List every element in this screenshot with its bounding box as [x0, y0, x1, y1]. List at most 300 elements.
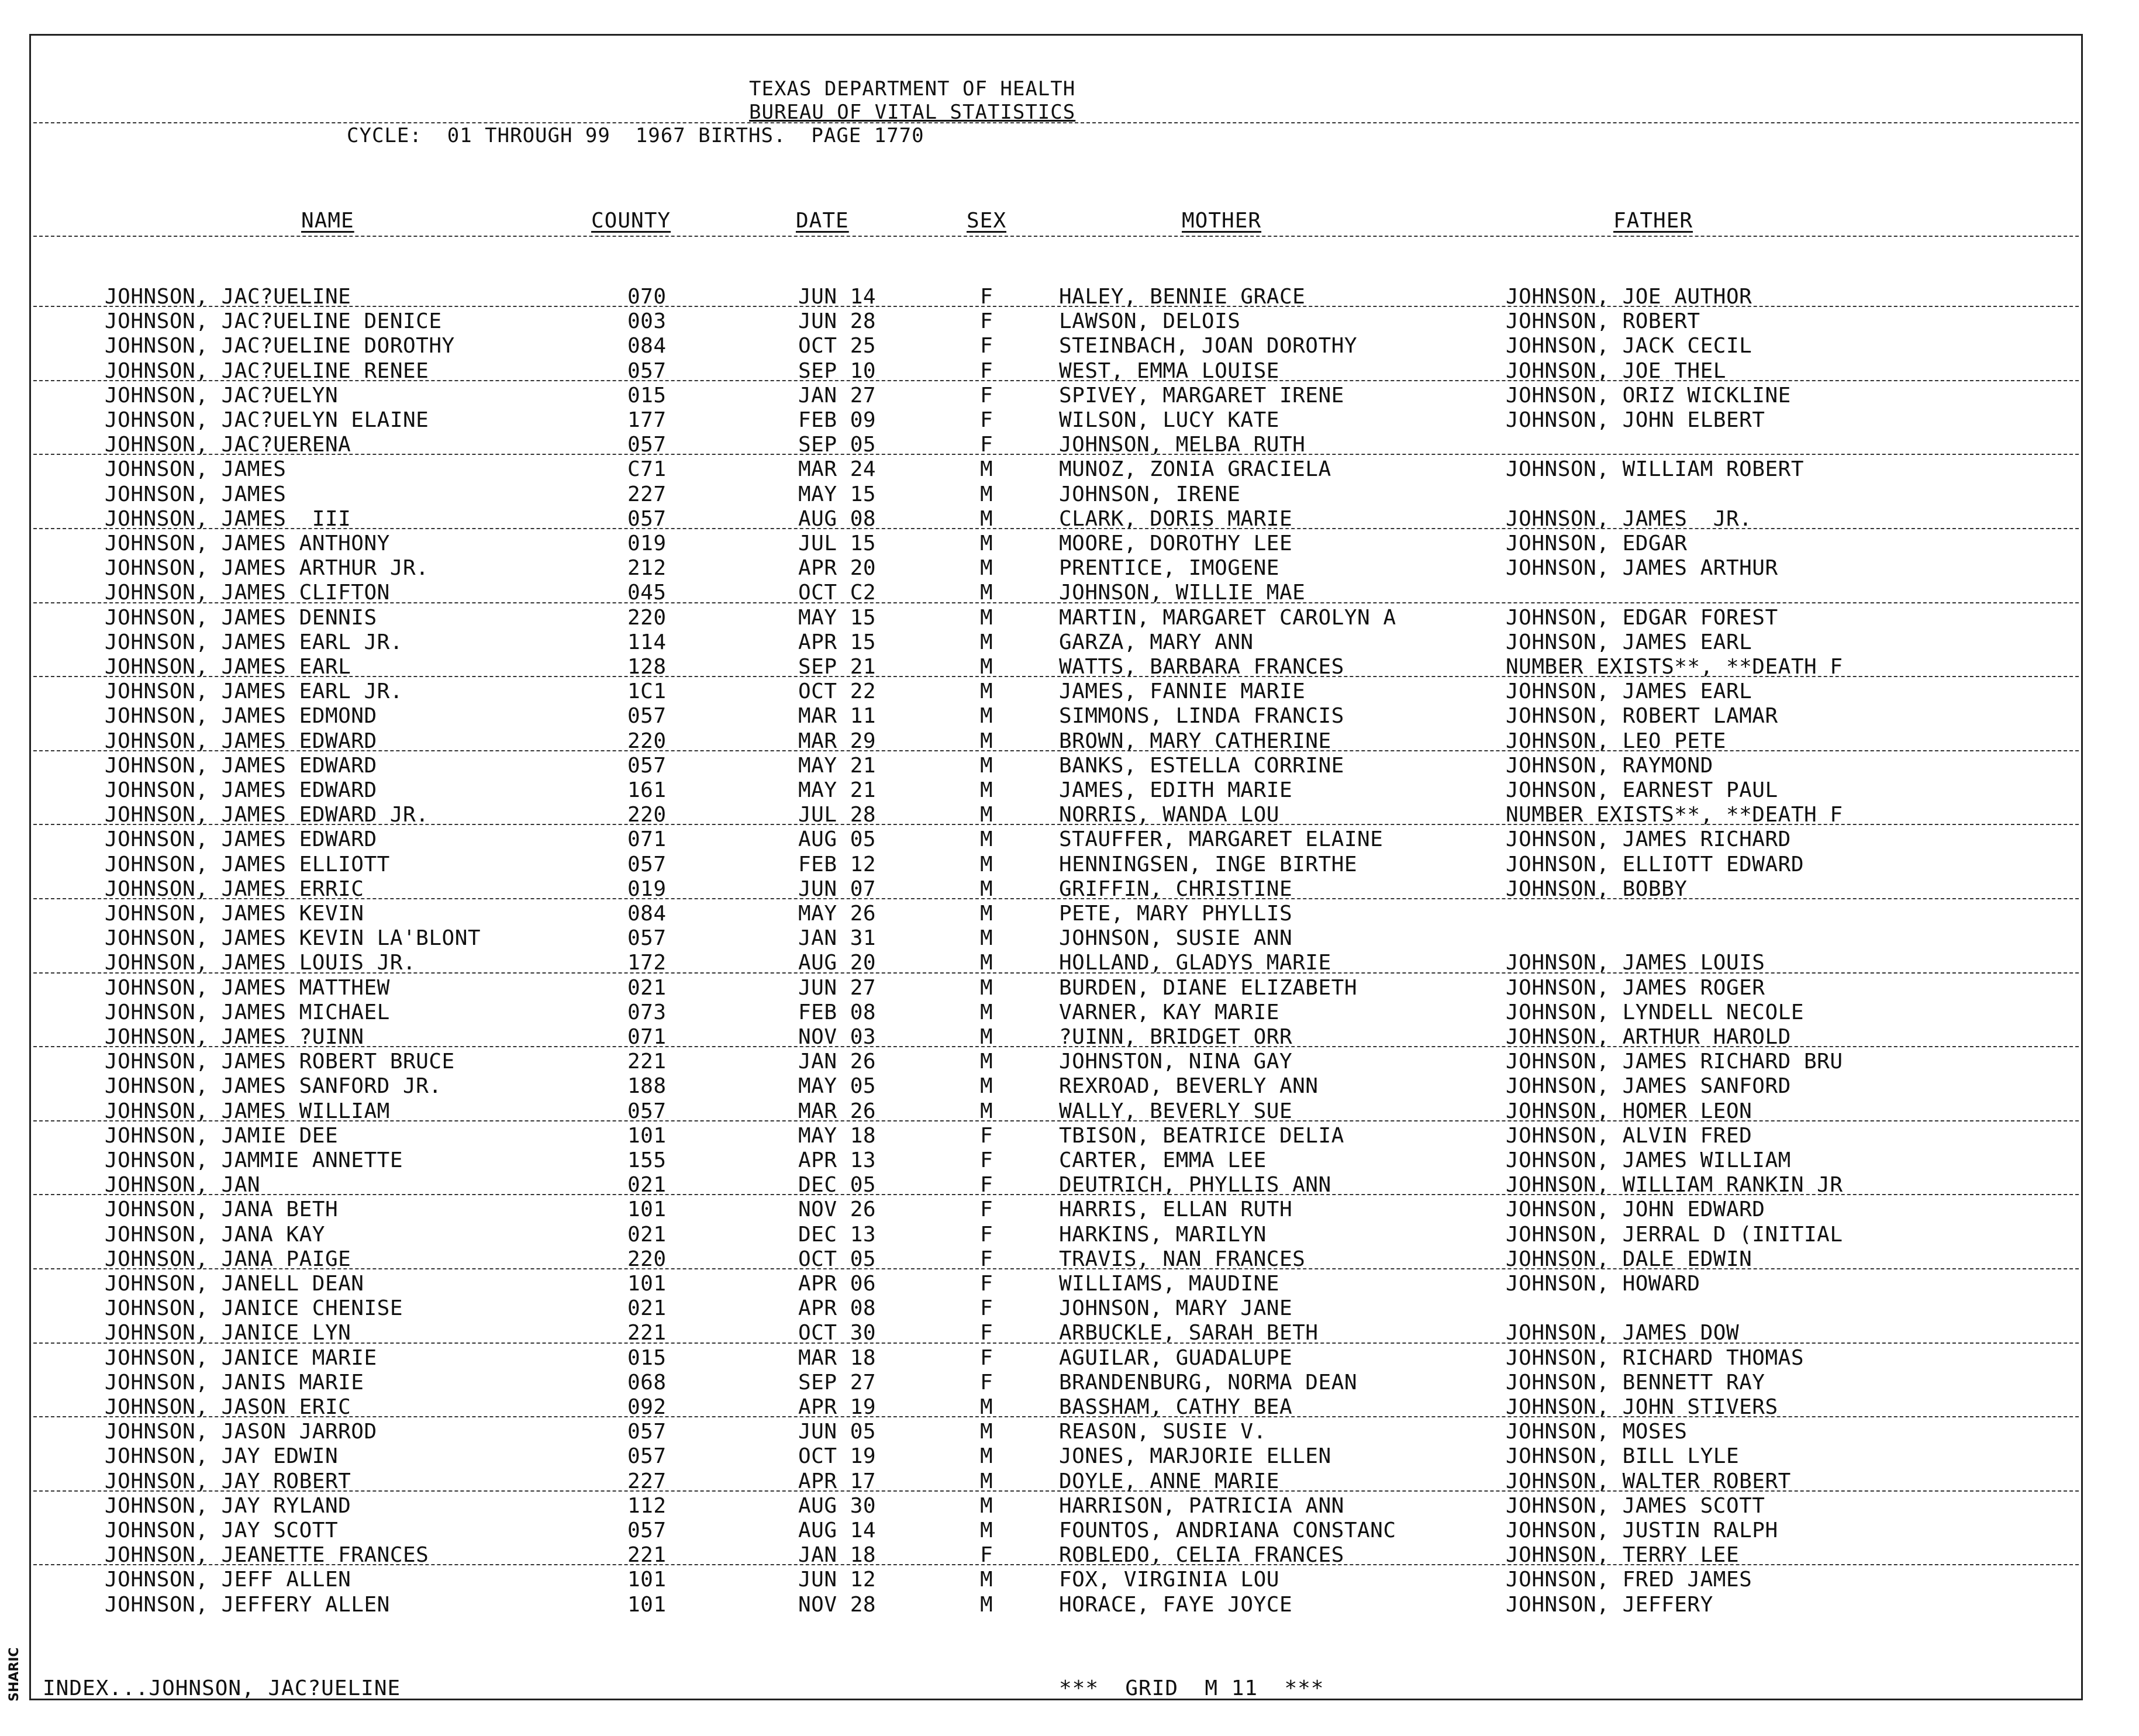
cell-mother: VARNER, KAY MARIE [1059, 1000, 1279, 1024]
table-row [31, 976, 2081, 1000]
cell-sex: F [980, 1197, 993, 1222]
cell-sex: F [980, 285, 993, 309]
cell-date: AUG 20 [798, 951, 877, 975]
cell-sex: M [980, 1518, 993, 1542]
cell-date: JAN 31 [798, 926, 877, 951]
table-row [31, 1469, 2081, 1494]
cell-sex: M [980, 532, 993, 555]
cell-sex: F [980, 1370, 993, 1395]
table-row [31, 679, 2081, 704]
cell-date: JAN 18 [798, 1543, 877, 1568]
cell-county: 021 [627, 1173, 667, 1197]
cell-mother: JOHNSON, WILLIE MAE [1059, 581, 1306, 605]
cell-sex: F [980, 433, 993, 457]
cell-sex: M [980, 827, 993, 852]
cell-father: JOHNSON, JOHN EDWARD [1506, 1197, 1765, 1222]
table-row [31, 1321, 2081, 1345]
cell-sex: M [980, 975, 993, 1000]
cell-date: AUG 08 [798, 506, 877, 531]
cell-county: 073 [627, 1000, 667, 1024]
cell-name: JOHNSON, JAMES ARTHUR JR. [105, 556, 429, 581]
cell-date: OCT 30 [798, 1321, 877, 1345]
cell-sex: F [980, 408, 993, 432]
table-row [31, 630, 2081, 655]
table-row [31, 285, 2081, 309]
cell-sex: F [980, 1123, 993, 1148]
cell-name: JOHNSON, JAMIE DEE [105, 1123, 339, 1148]
cell-mother: HARKINS, MARILYN [1059, 1222, 1267, 1247]
cell-mother: ?UINN, BRIDGET ORR [1059, 1025, 1293, 1049]
cell-sex: M [980, 803, 993, 827]
cell-sex: M [980, 926, 993, 951]
table-row [31, 507, 2081, 532]
table-row [31, 408, 2081, 433]
cell-county: 101 [627, 1568, 667, 1592]
cell-date: FEB 12 [798, 852, 877, 876]
side-label: SHARIC [7, 1647, 22, 1702]
cell-date: APR 08 [798, 1296, 877, 1321]
cell-date: FEB 09 [798, 408, 877, 432]
cell-county: 188 [627, 1074, 667, 1099]
cell-county: 021 [627, 1222, 667, 1247]
table-row [31, 1050, 2081, 1074]
table-row [31, 951, 2081, 975]
table-row [31, 1494, 2081, 1518]
cell-mother: AGUILAR, GUADALUPE [1059, 1345, 1293, 1370]
cell-sex: F [980, 1543, 993, 1568]
cell-name: JOHNSON, JAMES MATTHEW [105, 975, 390, 1000]
cell-name: JOHNSON, JAMES EDWARD [105, 827, 377, 852]
cell-mother: LAWSON, DELOIS [1059, 309, 1241, 334]
cell-mother: REASON, SUSIE V. [1059, 1420, 1267, 1444]
cell-mother: BURDEN, DIANE ELIZABETH [1059, 975, 1357, 1000]
cell-father: JOHNSON, RICHARD THOMAS [1506, 1345, 1804, 1370]
cell-name: JOHNSON, JAMES ROBERT BRUCE [105, 1050, 455, 1074]
cell-mother: GARZA, MARY ANN [1059, 630, 1254, 654]
cell-county: 015 [627, 1345, 667, 1370]
cell-date: OCT 22 [798, 679, 877, 704]
cell-mother: MOORE, DOROTHY LEE [1059, 532, 1293, 555]
cell-name: JOHNSON, JAMES ?UINN [105, 1025, 364, 1049]
cell-name: JOHNSON, JANA BETH [105, 1197, 339, 1222]
cell-mother: TBISON, BEATRICE DELIA [1059, 1123, 1344, 1148]
cell-sex: F [980, 358, 993, 383]
column-header-mother: MOTHER [1182, 209, 1262, 233]
cell-mother: CARTER, EMMA LEE [1059, 1148, 1267, 1172]
cell-father: JOHNSON, BENNETT RAY [1506, 1370, 1765, 1395]
table-row [31, 902, 2081, 926]
cell-county: 057 [627, 753, 667, 778]
cell-county: 128 [627, 655, 667, 679]
cell-county: 220 [627, 605, 667, 630]
cell-name: JOHNSON, JAMES [105, 482, 287, 506]
table-row [31, 704, 2081, 729]
cell-county: 057 [627, 926, 667, 951]
cell-date: JUL 28 [798, 803, 877, 827]
cell-father: JOHNSON, BILL LYLE [1506, 1444, 1740, 1469]
cell-mother: FOX, VIRGINIA LOU [1059, 1568, 1279, 1592]
cell-date: JAN 27 [798, 383, 877, 408]
cell-mother: JOHNSON, MELBA RUTH [1059, 433, 1306, 457]
cell-sex: M [980, 581, 993, 605]
cell-mother: ROBLEDO, CELIA FRANCES [1059, 1543, 1344, 1568]
cell-father: JOHNSON, JAMES LOUIS [1506, 951, 1765, 975]
cell-date: APR 06 [798, 1272, 877, 1296]
cell-date: AUG 14 [798, 1518, 877, 1542]
cell-county: 227 [627, 482, 667, 506]
cell-county: 071 [627, 827, 667, 852]
cell-date: MAY 21 [798, 778, 877, 802]
cell-name: JOHNSON, JAMES CLIFTON [105, 581, 390, 605]
cell-county: 021 [627, 1296, 667, 1321]
cell-name: JOHNSON, JAC?UELINE RENEE [105, 358, 429, 383]
cell-county: 101 [627, 1592, 667, 1617]
cell-mother: WILSON, LUCY KATE [1059, 408, 1279, 432]
cell-name: JOHNSON, JEFFERY ALLEN [105, 1592, 390, 1617]
cell-mother: JAMES, EDITH MARIE [1059, 778, 1293, 802]
cell-name: JOHNSON, JAC?UELYN [105, 383, 339, 408]
cell-father: JOHNSON, JAMES RICHARD [1506, 827, 1791, 852]
table-row [31, 1420, 2081, 1444]
table-row [31, 1000, 2081, 1025]
table-row [31, 1444, 2081, 1469]
cell-father: JOHNSON, LYNDELL NECOLE [1506, 1000, 1804, 1024]
cell-mother: JONES, MARJORIE ELLEN [1059, 1444, 1331, 1469]
cell-sex: M [980, 655, 993, 679]
cell-mother: WILLIAMS, MAUDINE [1059, 1272, 1279, 1296]
cell-mother: BRANDENBURG, NORMA DEAN [1059, 1370, 1357, 1395]
cell-name: JOHNSON, JAY SCOTT [105, 1518, 339, 1542]
cell-county: 084 [627, 902, 667, 926]
table-row [31, 877, 2081, 902]
cell-sex: M [980, 1074, 993, 1099]
cell-father: JOHNSON, ALVIN FRED [1506, 1123, 1752, 1148]
cell-name: JOHNSON, JAMES EDWARD [105, 778, 377, 802]
cell-father: JOHNSON, LEO PETE [1506, 729, 1726, 753]
cell-date: NOV 03 [798, 1025, 877, 1049]
cell-sex: M [980, 778, 993, 802]
cell-sex: M [980, 951, 993, 975]
cell-mother: HORACE, FAYE JOYCE [1059, 1592, 1293, 1617]
cell-date: MAY 15 [798, 482, 877, 506]
cell-mother: PETE, MARY PHYLLIS [1059, 902, 1293, 926]
cell-date: OCT C2 [798, 581, 877, 605]
cell-date: MAR 18 [798, 1345, 877, 1370]
document-frame [29, 34, 2083, 1700]
cell-father: JOHNSON, FRED JAMES [1506, 1568, 1752, 1592]
cell-sex: M [980, 876, 993, 901]
cell-father: JOHNSON, JOHN STIVERS [1506, 1395, 1778, 1419]
bureau-title: BUREAU OF VITAL STATISTICS [749, 101, 1076, 124]
table-row [31, 384, 2081, 408]
cell-father: JOHNSON, JAMES EARL [1506, 630, 1752, 654]
cell-mother: HARRISON, PATRICIA ANN [1059, 1493, 1344, 1518]
table-row [31, 482, 2081, 507]
cell-father: JOHNSON, JOHN ELBERT [1506, 408, 1765, 432]
column-header-name: NAME [301, 209, 354, 233]
cell-father: JOHNSON, WILLIAM ROBERT [1506, 457, 1804, 482]
cell-date: MAR 24 [798, 457, 877, 482]
table-row [31, 926, 2081, 951]
cell-county: 220 [627, 1247, 667, 1271]
cell-mother: JOHNSTON, NINA GAY [1059, 1050, 1293, 1074]
cell-name: JOHNSON, JAC?UERENA [105, 433, 351, 457]
cell-county: 057 [627, 1420, 667, 1444]
cell-county: 212 [627, 556, 667, 581]
cell-sex: M [980, 556, 993, 581]
cell-date: MAY 05 [798, 1074, 877, 1099]
cell-sex: M [980, 1395, 993, 1419]
cell-date: MAY 21 [798, 753, 877, 778]
header-rule-top [33, 122, 2079, 123]
cell-mother: JOHNSON, MARY JANE [1059, 1296, 1293, 1321]
cell-name: JOHNSON, JAY RYLAND [105, 1493, 351, 1518]
cell-county: 070 [627, 285, 667, 309]
cell-county: 220 [627, 803, 667, 827]
cell-mother: ARBUCKLE, SARAH BETH [1059, 1321, 1319, 1345]
cell-father: JOHNSON, JOE AUTHOR [1506, 285, 1752, 309]
cell-name: JOHNSON, JAC?UELINE DENICE [105, 309, 442, 334]
cell-father: JOHNSON, JAMES DOW [1506, 1321, 1740, 1345]
cell-mother: PRENTICE, IMOGENE [1059, 556, 1279, 581]
cell-name: JOHNSON, JAMES EARL JR. [105, 630, 403, 654]
cell-name: JOHNSON, JAMES WILLIAM [105, 1099, 390, 1123]
cell-county: 101 [627, 1123, 667, 1148]
cell-county: 221 [627, 1050, 667, 1074]
table-row [31, 1568, 2081, 1592]
cell-sex: M [980, 506, 993, 531]
cell-sex: F [980, 383, 993, 408]
cell-father: JOHNSON, JERRAL D (INITIAL [1506, 1222, 1843, 1247]
cell-mother: STAUFFER, MARGARET ELAINE [1059, 827, 1384, 852]
cell-father: JOHNSON, JAMES ROGER [1506, 975, 1765, 1000]
cell-county: 071 [627, 1025, 667, 1049]
cycle-line: CYCLE: 01 THROUGH 99 1967 BIRTHS. PAGE 1770 [347, 124, 924, 147]
table-row [31, 359, 2081, 384]
cell-county: 1C1 [627, 679, 667, 704]
cell-sex: M [980, 729, 993, 753]
cell-date: MAY 15 [798, 605, 877, 630]
table-row [31, 827, 2081, 852]
table-row [31, 1272, 2081, 1296]
table-row [31, 1025, 2081, 1050]
cell-sex: M [980, 704, 993, 729]
cell-mother: JOHNSON, IRENE [1059, 482, 1241, 506]
table-row [31, 334, 2081, 358]
cell-date: MAR 29 [798, 729, 877, 753]
cell-father: JOHNSON, JEFFERY [1506, 1592, 1713, 1617]
cell-sex: M [980, 679, 993, 704]
cell-date: MAR 26 [798, 1099, 877, 1123]
cell-father: JOHNSON, JAMES SCOTT [1506, 1493, 1765, 1518]
cell-sex: M [980, 1025, 993, 1049]
cell-mother: SPIVEY, MARGARET IRENE [1059, 383, 1344, 408]
cell-date: APR 17 [798, 1469, 877, 1493]
cell-father: JOHNSON, HOWARD [1506, 1272, 1700, 1296]
cell-father: JOHNSON, JAMES ARTHUR [1506, 556, 1778, 581]
cell-name: JOHNSON, JAMES EDWARD [105, 729, 377, 753]
cell-county: 019 [627, 532, 667, 555]
cell-father: JOHNSON, JAMES RICHARD BRU [1506, 1050, 1843, 1074]
cell-name: JOHNSON, JAMES MICHAEL [105, 1000, 390, 1024]
cell-county: 057 [627, 1099, 667, 1123]
cell-sex: M [980, 753, 993, 778]
cell-county: 092 [627, 1395, 667, 1419]
cell-sex: F [980, 1296, 993, 1321]
cell-name: JOHNSON, JASON JARROD [105, 1420, 377, 1444]
cell-mother: WATTS, BARBARA FRANCES [1059, 655, 1344, 679]
table-row [31, 1518, 2081, 1543]
table-row [31, 778, 2081, 803]
cell-mother: TRAVIS, NAN FRANCES [1059, 1247, 1306, 1271]
cell-date: DEC 05 [798, 1173, 877, 1197]
cell-date: APR 19 [798, 1395, 877, 1419]
cell-father: JOHNSON, HOMER LEON [1506, 1099, 1752, 1123]
cell-date: OCT 19 [798, 1444, 877, 1469]
cell-sex: F [980, 1247, 993, 1271]
table-row [31, 1296, 2081, 1321]
cell-county: 221 [627, 1543, 667, 1568]
cell-county: 068 [627, 1370, 667, 1395]
cell-sex: F [980, 1148, 993, 1172]
cell-county: 057 [627, 1518, 667, 1542]
cell-county: 161 [627, 778, 667, 802]
cell-father: JOHNSON, JACK CECIL [1506, 334, 1752, 358]
cell-father: JOHNSON, JAMES WILLIAM [1506, 1148, 1791, 1172]
cell-sex: F [980, 309, 993, 334]
table-row [31, 1593, 2081, 1617]
cell-county: 112 [627, 1493, 667, 1518]
table-row [31, 1346, 2081, 1371]
table-row [31, 1371, 2081, 1395]
cell-date: JUL 15 [798, 532, 877, 555]
cell-county: 057 [627, 506, 667, 531]
cell-mother: HOLLAND, GLADYS MARIE [1059, 951, 1331, 975]
cell-father: JOHNSON, ARTHUR HAROLD [1506, 1025, 1791, 1049]
cell-mother: BROWN, MARY CATHERINE [1059, 729, 1331, 753]
cell-name: JOHNSON, JAN [105, 1173, 261, 1197]
cell-mother: SIMMONS, LINDA FRANCIS [1059, 704, 1344, 729]
table-row [31, 1173, 2081, 1197]
cell-name: JOHNSON, JAMMIE ANNETTE [105, 1148, 403, 1172]
cell-date: NOV 26 [798, 1197, 877, 1222]
cell-name: JOHNSON, JAMES EARL JR. [105, 679, 403, 704]
cell-sex: M [980, 1568, 993, 1592]
cell-sex: M [980, 1099, 993, 1123]
cell-mother: HENNINGSEN, INGE BIRTHE [1059, 852, 1357, 876]
cell-county: C71 [627, 457, 667, 482]
cell-father: JOHNSON, ROBERT [1506, 309, 1700, 334]
cell-county: 045 [627, 581, 667, 605]
cell-name: JOHNSON, JAMES KEVIN LA'BLONT [105, 926, 481, 951]
cell-county: 227 [627, 1469, 667, 1493]
cell-father: JOHNSON, EDGAR FOREST [1506, 605, 1778, 630]
cell-mother: MARTIN, MARGARET CAROLYN A [1059, 605, 1396, 630]
cell-name: JOHNSON, JAMES EDMOND [105, 704, 377, 729]
cell-date: JUN 27 [798, 975, 877, 1000]
cell-name: JOHNSON, JAMES [105, 457, 287, 482]
cell-name: JOHNSON, JAMES ERRIC [105, 876, 364, 901]
cell-date: SEP 21 [798, 655, 877, 679]
table-row [31, 581, 2081, 605]
cell-father: JOHNSON, RAYMOND [1506, 753, 1713, 778]
cell-county: 015 [627, 383, 667, 408]
cell-name: JOHNSON, JAMES DENNIS [105, 605, 377, 630]
column-header-county: COUNTY [591, 209, 671, 233]
table-row [31, 729, 2081, 754]
cell-mother: DOYLE, ANNE MARIE [1059, 1469, 1279, 1493]
table-row [31, 1247, 2081, 1272]
cell-county: 057 [627, 358, 667, 383]
table-row [31, 556, 2081, 581]
cell-mother: REXROAD, BEVERLY ANN [1059, 1074, 1319, 1099]
cell-county: 019 [627, 876, 667, 901]
table-row [31, 1223, 2081, 1247]
cell-sex: M [980, 1000, 993, 1024]
cell-date: MAR 11 [798, 704, 877, 729]
cell-county: 172 [627, 951, 667, 975]
cell-mother: BANKS, ESTELLA CORRINE [1059, 753, 1344, 778]
table-row [31, 803, 2081, 827]
cell-name: JOHNSON, JAMES EARL [105, 655, 351, 679]
cell-date: FEB 08 [798, 1000, 877, 1024]
cell-name: JOHNSON, JAY ROBERT [105, 1469, 351, 1493]
cell-sex: F [980, 1272, 993, 1296]
table-row [31, 606, 2081, 630]
cell-date: MAY 18 [798, 1123, 877, 1148]
cell-date: SEP 10 [798, 358, 877, 383]
cell-sex: M [980, 1050, 993, 1074]
table-row [31, 1148, 2081, 1173]
table-row [31, 1074, 2081, 1099]
cell-mother: WEST, EMMA LOUISE [1059, 358, 1279, 383]
cell-date: OCT 05 [798, 1247, 877, 1271]
cell-date: AUG 05 [798, 827, 877, 852]
cell-date: JAN 26 [798, 1050, 877, 1074]
index-footer: INDEX...JOHNSON, JAC?UELINE [43, 1676, 401, 1700]
cell-name: JOHNSON, JAMES EDWARD [105, 753, 377, 778]
grid-footer: *** GRID M 11 *** [1059, 1676, 1324, 1700]
cell-mother: FOUNTOS, ANDRIANA CONSTANC [1059, 1518, 1396, 1542]
cell-father: JOHNSON, TERRY LEE [1506, 1543, 1740, 1568]
cell-sex: F [980, 1345, 993, 1370]
cell-father: JOHNSON, JAMES JR. [1506, 506, 1752, 531]
table-row [31, 853, 2081, 877]
table-row [31, 1099, 2081, 1124]
cell-name: JOHNSON, JAC?UELINE [105, 285, 351, 309]
cell-mother: BASSHAM, CATHY BEA [1059, 1395, 1293, 1419]
cell-father: JOHNSON, WALTER ROBERT [1506, 1469, 1791, 1493]
cell-date: NOV 28 [798, 1592, 877, 1617]
cell-father: JOHNSON, EDGAR [1506, 532, 1688, 555]
table-row [31, 1124, 2081, 1148]
cell-date: JUN 05 [798, 1420, 877, 1444]
cell-mother: MUNOZ, ZONIA GRACIELA [1059, 457, 1331, 482]
cell-father: JOHNSON, DALE EDWIN [1506, 1247, 1752, 1271]
cell-name: JOHNSON, JAMES LOUIS JR. [105, 951, 416, 975]
cell-county: 101 [627, 1272, 667, 1296]
cell-sex: M [980, 1444, 993, 1469]
cell-sex: M [980, 1469, 993, 1493]
cell-sex: M [980, 605, 993, 630]
cell-father: JOHNSON, JAMES SANFORD [1506, 1074, 1791, 1099]
cell-mother: GRIFFIN, CHRISTINE [1059, 876, 1293, 901]
cell-name: JOHNSON, JANICE CHENISE [105, 1296, 403, 1321]
cell-date: SEP 27 [798, 1370, 877, 1395]
agency-title: TEXAS DEPARTMENT OF HEALTH [749, 77, 1076, 101]
cell-mother: JAMES, FANNIE MARIE [1059, 679, 1306, 704]
cell-mother: WALLY, BEVERLY SUE [1059, 1099, 1293, 1123]
